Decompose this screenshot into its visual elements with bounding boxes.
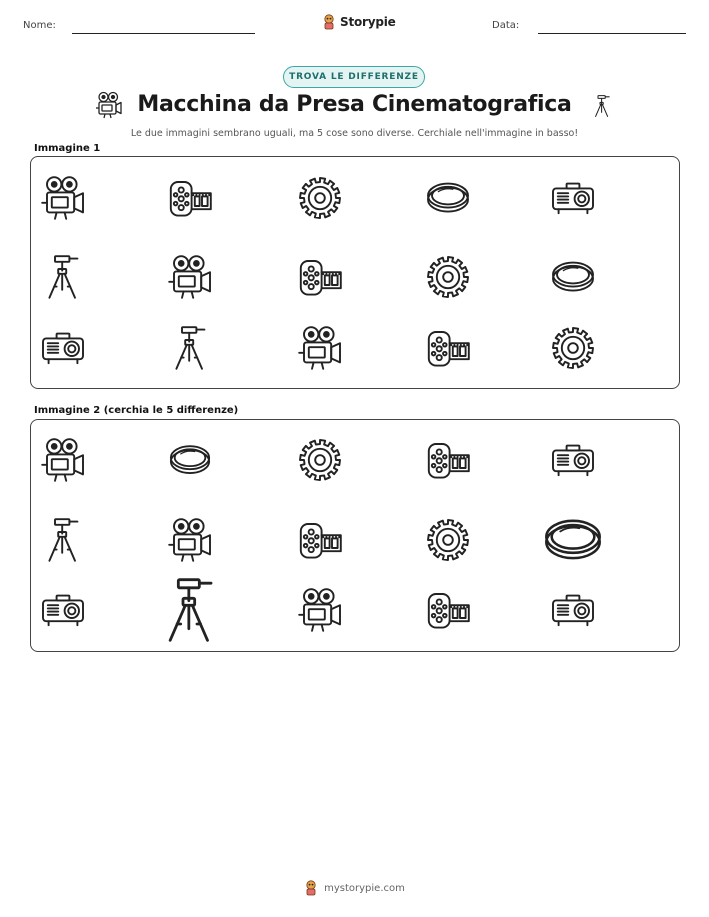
tripod-icon	[39, 253, 87, 301]
footer	[0, 880, 709, 896]
footer-mascot-icon	[304, 880, 318, 896]
tripod-icon[interactable]	[39, 516, 87, 564]
film-reel-icon	[166, 174, 214, 222]
film-reel-icon[interactable]	[424, 436, 472, 484]
lens-icon	[424, 174, 472, 222]
lens-icon[interactable]	[541, 508, 605, 572]
brand-logo	[322, 14, 396, 30]
camera-icon	[39, 174, 87, 222]
lens-icon[interactable]	[167, 437, 213, 483]
projector-icon	[39, 324, 87, 372]
gear-icon[interactable]	[296, 436, 344, 484]
camera-icon[interactable]	[166, 516, 214, 564]
camera-icon	[166, 253, 214, 301]
film-reel-icon	[296, 253, 344, 301]
activity-badge: TROVA LE DIFFERENZE	[283, 66, 425, 88]
title-tripod-icon	[590, 90, 614, 122]
projector-icon[interactable]	[549, 436, 597, 484]
storypie-mascot-icon	[322, 14, 336, 30]
camera-icon	[296, 324, 344, 372]
date-line[interactable]	[538, 33, 686, 34]
image2-label: Immagine 2 (cerchia le 5 differenze)	[34, 405, 239, 416]
camera-icon[interactable]	[296, 586, 344, 634]
lens-icon	[549, 253, 597, 301]
projector-icon	[549, 174, 597, 222]
tripod-icon[interactable]	[155, 575, 225, 645]
image1-panel	[30, 156, 680, 389]
projector-icon[interactable]	[39, 586, 87, 634]
gear-icon	[549, 324, 597, 372]
camera-icon[interactable]	[39, 436, 87, 484]
footer-site: mystorypie.com	[324, 882, 405, 894]
gear-icon[interactable]	[424, 516, 472, 564]
page-title: Macchina da Presa Cinematografica	[137, 92, 572, 117]
projector-icon[interactable]	[549, 586, 597, 634]
gear-icon	[296, 174, 344, 222]
name-line[interactable]	[72, 33, 255, 34]
film-reel-icon	[424, 324, 472, 372]
instructions: Le due immagini sembrano uguali, ma 5 cose sono diverse. Cerchiale nell'immagine in basso!	[130, 128, 579, 139]
gear-icon	[424, 253, 472, 301]
image1-label: Immagine 1	[34, 143, 101, 154]
film-reel-icon[interactable]	[424, 586, 472, 634]
brand-name: Storypie	[340, 15, 396, 29]
name-label: Nome:	[23, 20, 56, 31]
tripod-icon	[166, 324, 214, 372]
image2-panel[interactable]	[30, 419, 680, 652]
date-label: Data:	[492, 20, 520, 31]
film-reel-icon[interactable]	[296, 516, 344, 564]
